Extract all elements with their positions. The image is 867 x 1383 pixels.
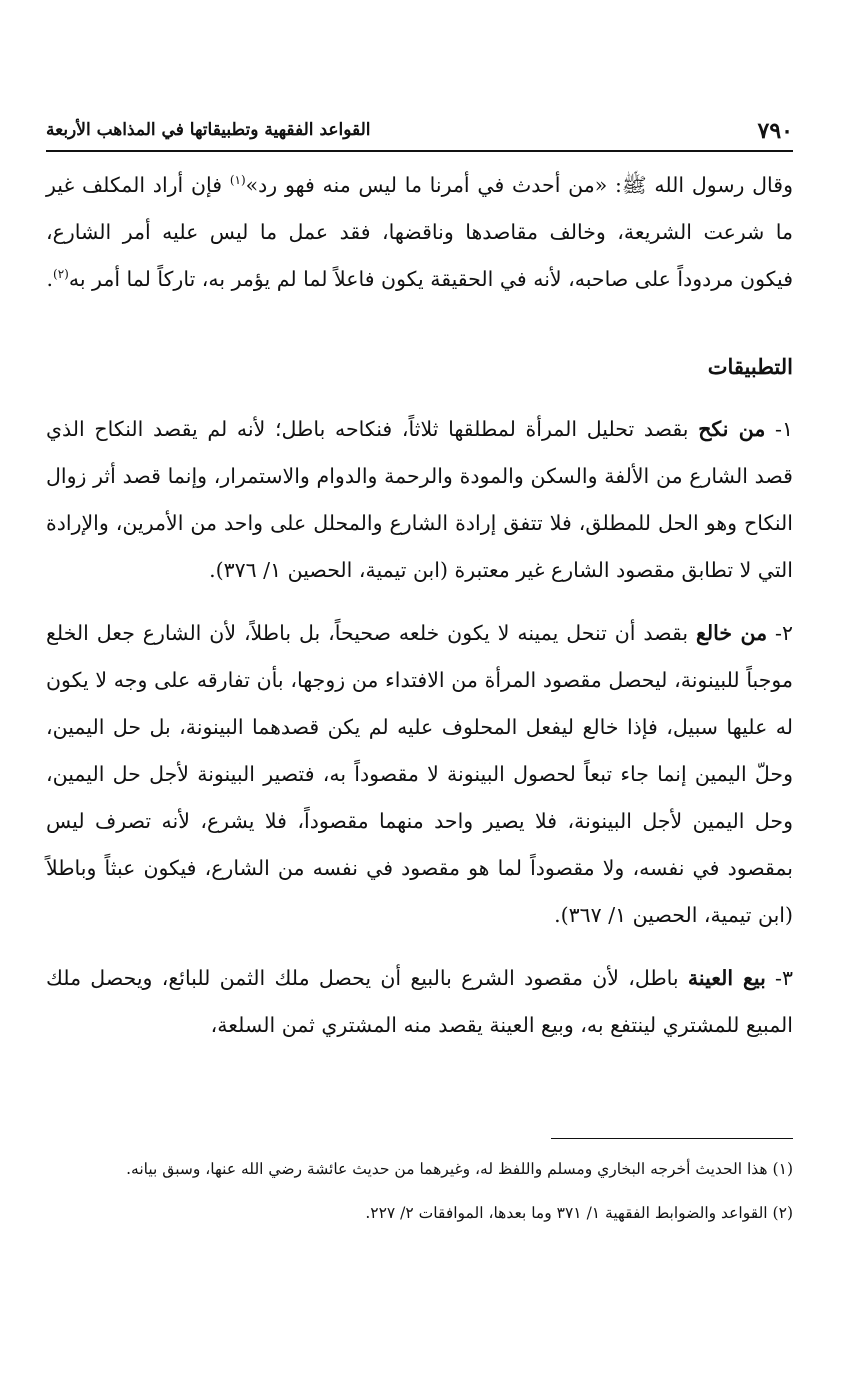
- intro-text-before: وقال رسول الله ﷺ: «من أحدث في أمرنا ما ليس منه فهو رد»: [245, 173, 793, 197]
- intro-text-middle: فإن أراد المكلف غير ما شرعت الشريعة، وخالف مقاصدها وناقضها، فقد عمل ما ليس عليه أمر الشارع، فيكون مردوداً على صاحبه، لأنه في الحقيقة يكون فاعلاً لما لم يؤمر به، تاركاً لما أمر به: [46, 173, 793, 291]
- footnote-marker: (٢): [772, 1204, 793, 1222]
- item-number: ٢-: [767, 621, 793, 645]
- footnote-separator: [551, 1138, 793, 1139]
- running-head: [46, 112, 793, 146]
- item-lead: من نكح: [698, 417, 766, 441]
- footnote-1: [46, 1150, 793, 1188]
- application-item-2: [46, 610, 793, 939]
- section-title: التطبيقات: [707, 354, 793, 379]
- application-item-1: [46, 406, 793, 594]
- footnote-text: هذا الحديث أخرجه البخاري ومسلم واللفظ له، وغيرهما من حديث عائشة رضي الله عنها، وسبق بيانه.: [126, 1160, 773, 1178]
- footnote-ref-1[interactable]: (١): [229, 173, 246, 188]
- item-number: ٣-: [765, 966, 793, 990]
- footnotes: [46, 1150, 793, 1238]
- header-rule: [46, 150, 793, 152]
- footnote-ref-2[interactable]: (٢): [53, 267, 69, 282]
- main-text: [46, 162, 793, 1049]
- item-text: بقصد أن تنحل يمينه لا يكون خلعه صحيحاً، بل باطلاً، لأن الشارع جعل الخلع موجباً للبينونة، ليحصل مقصود المرأة من الافتداء من زوجها، بأن تفارقه على وجه لا يكون له عليها سبيل، فإذا خالع ليفعل المحلوف عليه لم يكن قصدهما البينونة، بل حل اليمين، وحلّ اليمين إنما جاء تبعاً لحصول البينونة لا مقصوداً به، فتصير البينونة لأجل حل اليمين، وحل اليمين لأجل البينونة، فلا يصير واحد منهما مقصوداً، فلا يشرع، لأنه تصرف ليس بمقصود في نفسه، ولا مقصوداً لما هو مقصود في نفسه من الشارع، فيكون عبثاً وباطلاً (ابن تيمية، الحصين ١/ ٣٦٧).: [46, 621, 793, 927]
- item-lead: من خالع: [695, 621, 768, 645]
- running-title: القواعد الفقهية وتطبيقاتها في المذاهب الأربعة: [46, 120, 371, 140]
- intro-paragraph: [46, 162, 793, 303]
- footnote-marker: (١): [772, 1160, 793, 1178]
- footnote-2: [46, 1194, 793, 1232]
- footnote-text: القواعد والضوابط الفقهية ١/ ٣٧١ وما بعدها، الموافقات ٢/ ٢٢٧.: [365, 1204, 773, 1222]
- intro-text-end: .: [46, 267, 54, 291]
- item-lead: بيع العينة: [687, 966, 766, 990]
- page-number: ٧٩٠: [757, 118, 793, 144]
- application-item-3: [46, 955, 793, 1049]
- item-text: باطل، لأن مقصود الشرع بالبيع أن يحصل ملك الثمن للبائع، ويحصل ملك المبيع للمشتري لينتفع به، وبيع العينة يقصد منه المشتري ثمن السلعة،: [46, 966, 793, 1037]
- item-text: بقصد تحليل المرأة لمطلقها ثلاثاً، فنكاحه باطل؛ لأنه لم يقصد النكاح الذي قصد الشارع من الألفة والسكن والمودة والرحمة والدوام والاستمرار، وإنما قصد أثر زوال النكاح وهو الحل للمطلق، فلا تتفق إرادة الشارع والمحلل على واحد من الأمرين، والإرادة التي لا تطابق مقصود الشارع غير معتبرة (ابن تيمية، الحصين ١/ ٣٧٦).: [46, 417, 793, 582]
- item-number: ١-: [765, 417, 793, 441]
